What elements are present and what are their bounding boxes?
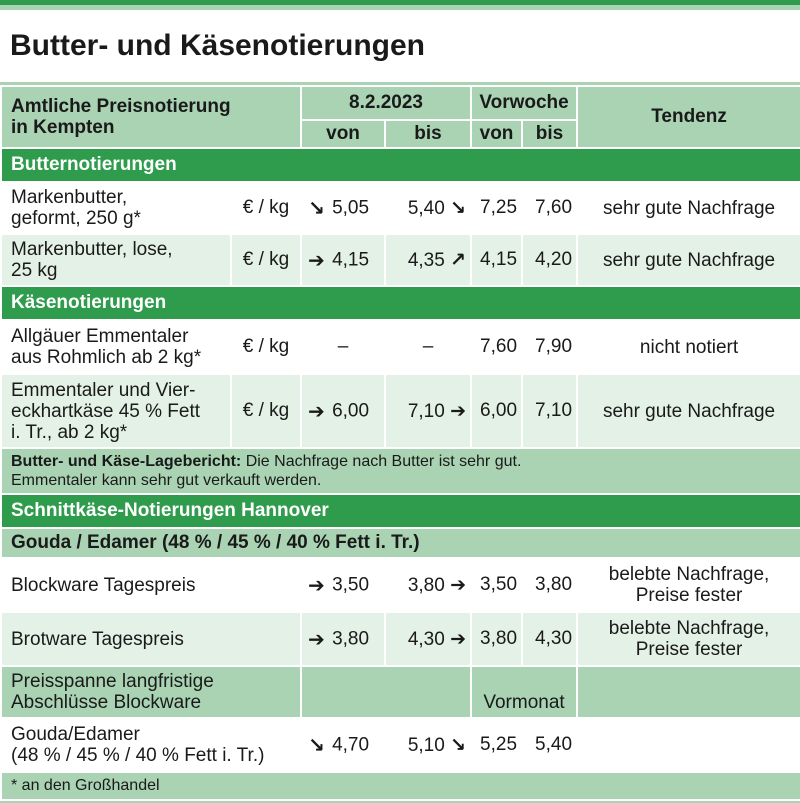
header-tendenz: Tendenz [577,86,800,148]
row-label-line: Markenbutter, [11,187,128,208]
von-cell [301,182,385,234]
table-row [1,612,800,666]
lagebericht-line1 [11,452,791,471]
bis-value: 5,10 [407,734,445,756]
footnote-row [1,772,800,800]
arrow-right-icon: ➔ [450,400,467,422]
arrow-down-right-icon: ↘ [450,197,467,219]
price-table [0,85,800,801]
section-kaese [1,286,800,320]
lagebericht-line2: Emmentaler kann sehr gut verkauft werden. [11,472,322,489]
prev-bis-cell: 7,10 [522,374,577,448]
prev-von-cell: 3,50 [471,558,522,612]
row-label-line: i. Tr., ab 2 kg* [11,421,128,443]
prev-bis-cell: 4,20 [522,234,577,286]
arrow-right-icon: ➔ [308,628,325,651]
bis-value: 3,80 [407,574,445,596]
row-label [1,320,231,374]
row-label-line: Allgäuer Emmentaler [11,326,189,347]
lagebericht-row [1,448,800,494]
header-label-line1: Amtliche Preisnotierung [11,96,231,117]
row-label [1,374,231,448]
prev-von-cell: 7,60 [471,320,522,374]
bis-value: 4,30 [407,628,445,650]
table-row [1,182,800,234]
footnote: * an den Großhandel [1,772,800,800]
von-value: 5,05 [332,197,370,218]
tendenz-cell: sehr gute Nachfrage [577,182,800,234]
prev-bis-cell: 3,80 [522,558,577,612]
prev-von-cell: 3,80 [471,612,522,666]
row-label [1,718,301,772]
arrow-right-icon: ➔ [450,574,467,596]
tendenz-cell [577,612,800,666]
tendenz-line: belebte Nachfrage, [608,564,770,585]
von-cell [301,718,385,772]
bis-value: 5,40 [407,197,445,219]
arrow-down-right-icon: ↘ [308,197,325,220]
unit-cell: € / kg [231,320,301,374]
section-schnittkaese [1,494,800,528]
von-cell [301,234,385,286]
row-label-line: Emmentaler und Vier- [11,379,196,401]
von-value: 6,00 [332,400,370,421]
von-value: 4,15 [332,249,370,270]
table-row [1,320,800,374]
von-value: 4,70 [332,734,370,755]
bis-cell: – [385,320,471,374]
section-title: Butternotierungen [1,148,800,182]
header-vorwoche: Vorwoche [471,86,577,120]
von-cell: – [301,320,385,374]
empty-cell [577,718,800,772]
arrow-right-icon: ➔ [308,400,325,423]
row-label-line: Markenbutter, lose, [11,239,173,260]
bis-cell [385,374,471,448]
table-row [1,374,800,448]
arrow-right-icon: ➔ [450,628,467,650]
row-label [1,182,231,234]
tendenz-line: Preise fester [635,585,743,606]
header-prev-bis: bis [522,120,577,148]
bis-cell [385,182,471,234]
unit-cell: € / kg [231,182,301,234]
bis-cell [385,718,471,772]
row-label-line: Preisspanne langfristige [11,671,214,692]
table-row [1,718,800,772]
tendenz-cell: sehr gute Nachfrage [577,234,800,286]
tendenz-line: belebte Nachfrage, [608,618,770,639]
subsection-gouda [1,528,800,558]
von-value: 3,80 [332,628,370,649]
arrow-down-right-icon: ↘ [450,734,467,756]
prev-bis-cell: 7,60 [522,182,577,234]
table-row [1,234,800,286]
empty-cell [577,666,800,718]
subsection-title: Gouda / Edamer (48 % / 45 % / 40 % Fett i. Tr.) [1,528,800,558]
row-label: Brotware Tagespreis [1,612,301,666]
arrow-down-right-icon: ↘ [308,734,325,757]
header-label [1,86,301,148]
section-butter [1,148,800,182]
prev-von-cell: 4,15 [471,234,522,286]
tendenz-cell: nicht notiert [577,320,800,374]
header-von: von [301,120,385,148]
row-label: Blockware Tagespreis [1,558,301,612]
header-date: 8.2.2023 [301,86,471,120]
empty-cell [301,666,471,718]
section-title: Käsenotierungen [1,286,800,320]
row-label [1,666,301,718]
prev-von-cell: 6,00 [471,374,522,448]
unit-cell: € / kg [231,234,301,286]
arrow-right-icon: ➔ [308,249,325,272]
row-label-line: eckhartkäse 45 % Fett [11,400,201,422]
von-cell [301,558,385,612]
header-label-line2: in Kempten [11,117,115,138]
vormonat-label: Vormonat [471,666,577,718]
header-prev-von: von [471,120,522,148]
row-label-line: Gouda/Edamer [11,724,140,745]
tendenz-line: Preise fester [635,639,743,660]
bis-cell [385,612,471,666]
row-label-line: geformt, 250 g* [11,208,141,229]
tendenz-cell [577,558,800,612]
arrow-right-icon: ➔ [308,574,325,597]
table-row [1,558,800,612]
header-row [1,86,800,120]
arrow-up-right-icon: ↗ [450,249,467,271]
tendenz-cell: sehr gute Nachfrage [577,374,800,448]
prev-bis-cell: 7,90 [522,320,577,374]
unit-cell: € / kg [231,374,301,448]
row-label [1,234,231,286]
von-cell [301,374,385,448]
bis-value: 7,10 [407,400,445,422]
lagebericht-heading: Butter- und Käse-Lagebericht: [11,453,242,470]
section-title: Schnittkäse-Notierungen Hannover [1,494,800,528]
row-label-line: (48 % / 45 % / 40 % Fett i. Tr.) [11,745,265,766]
von-cell [301,612,385,666]
bis-cell [385,234,471,286]
bis-value: 4,35 [407,249,445,271]
table-row [1,666,800,718]
lagebericht-text: Die Nachfrage nach Butter ist sehr gut. [241,453,522,470]
von-value: 3,50 [332,574,370,595]
row-label-line: Abschlüsse Blockware [11,692,202,713]
lagebericht [1,448,800,494]
page-title: Butter- und Käsenotierungen [0,10,800,82]
prev-von-cell: 7,25 [471,182,522,234]
row-label-line: aus Rohmlich ab 2 kg* [11,347,202,368]
prev-bis-cell: 4,30 [522,612,577,666]
row-label-line: 25 kg [11,260,58,281]
prev-bis-cell: 5,40 [522,718,577,772]
prev-von-cell: 5,25 [471,718,522,772]
bis-cell [385,558,471,612]
header-bis: bis [385,120,471,148]
